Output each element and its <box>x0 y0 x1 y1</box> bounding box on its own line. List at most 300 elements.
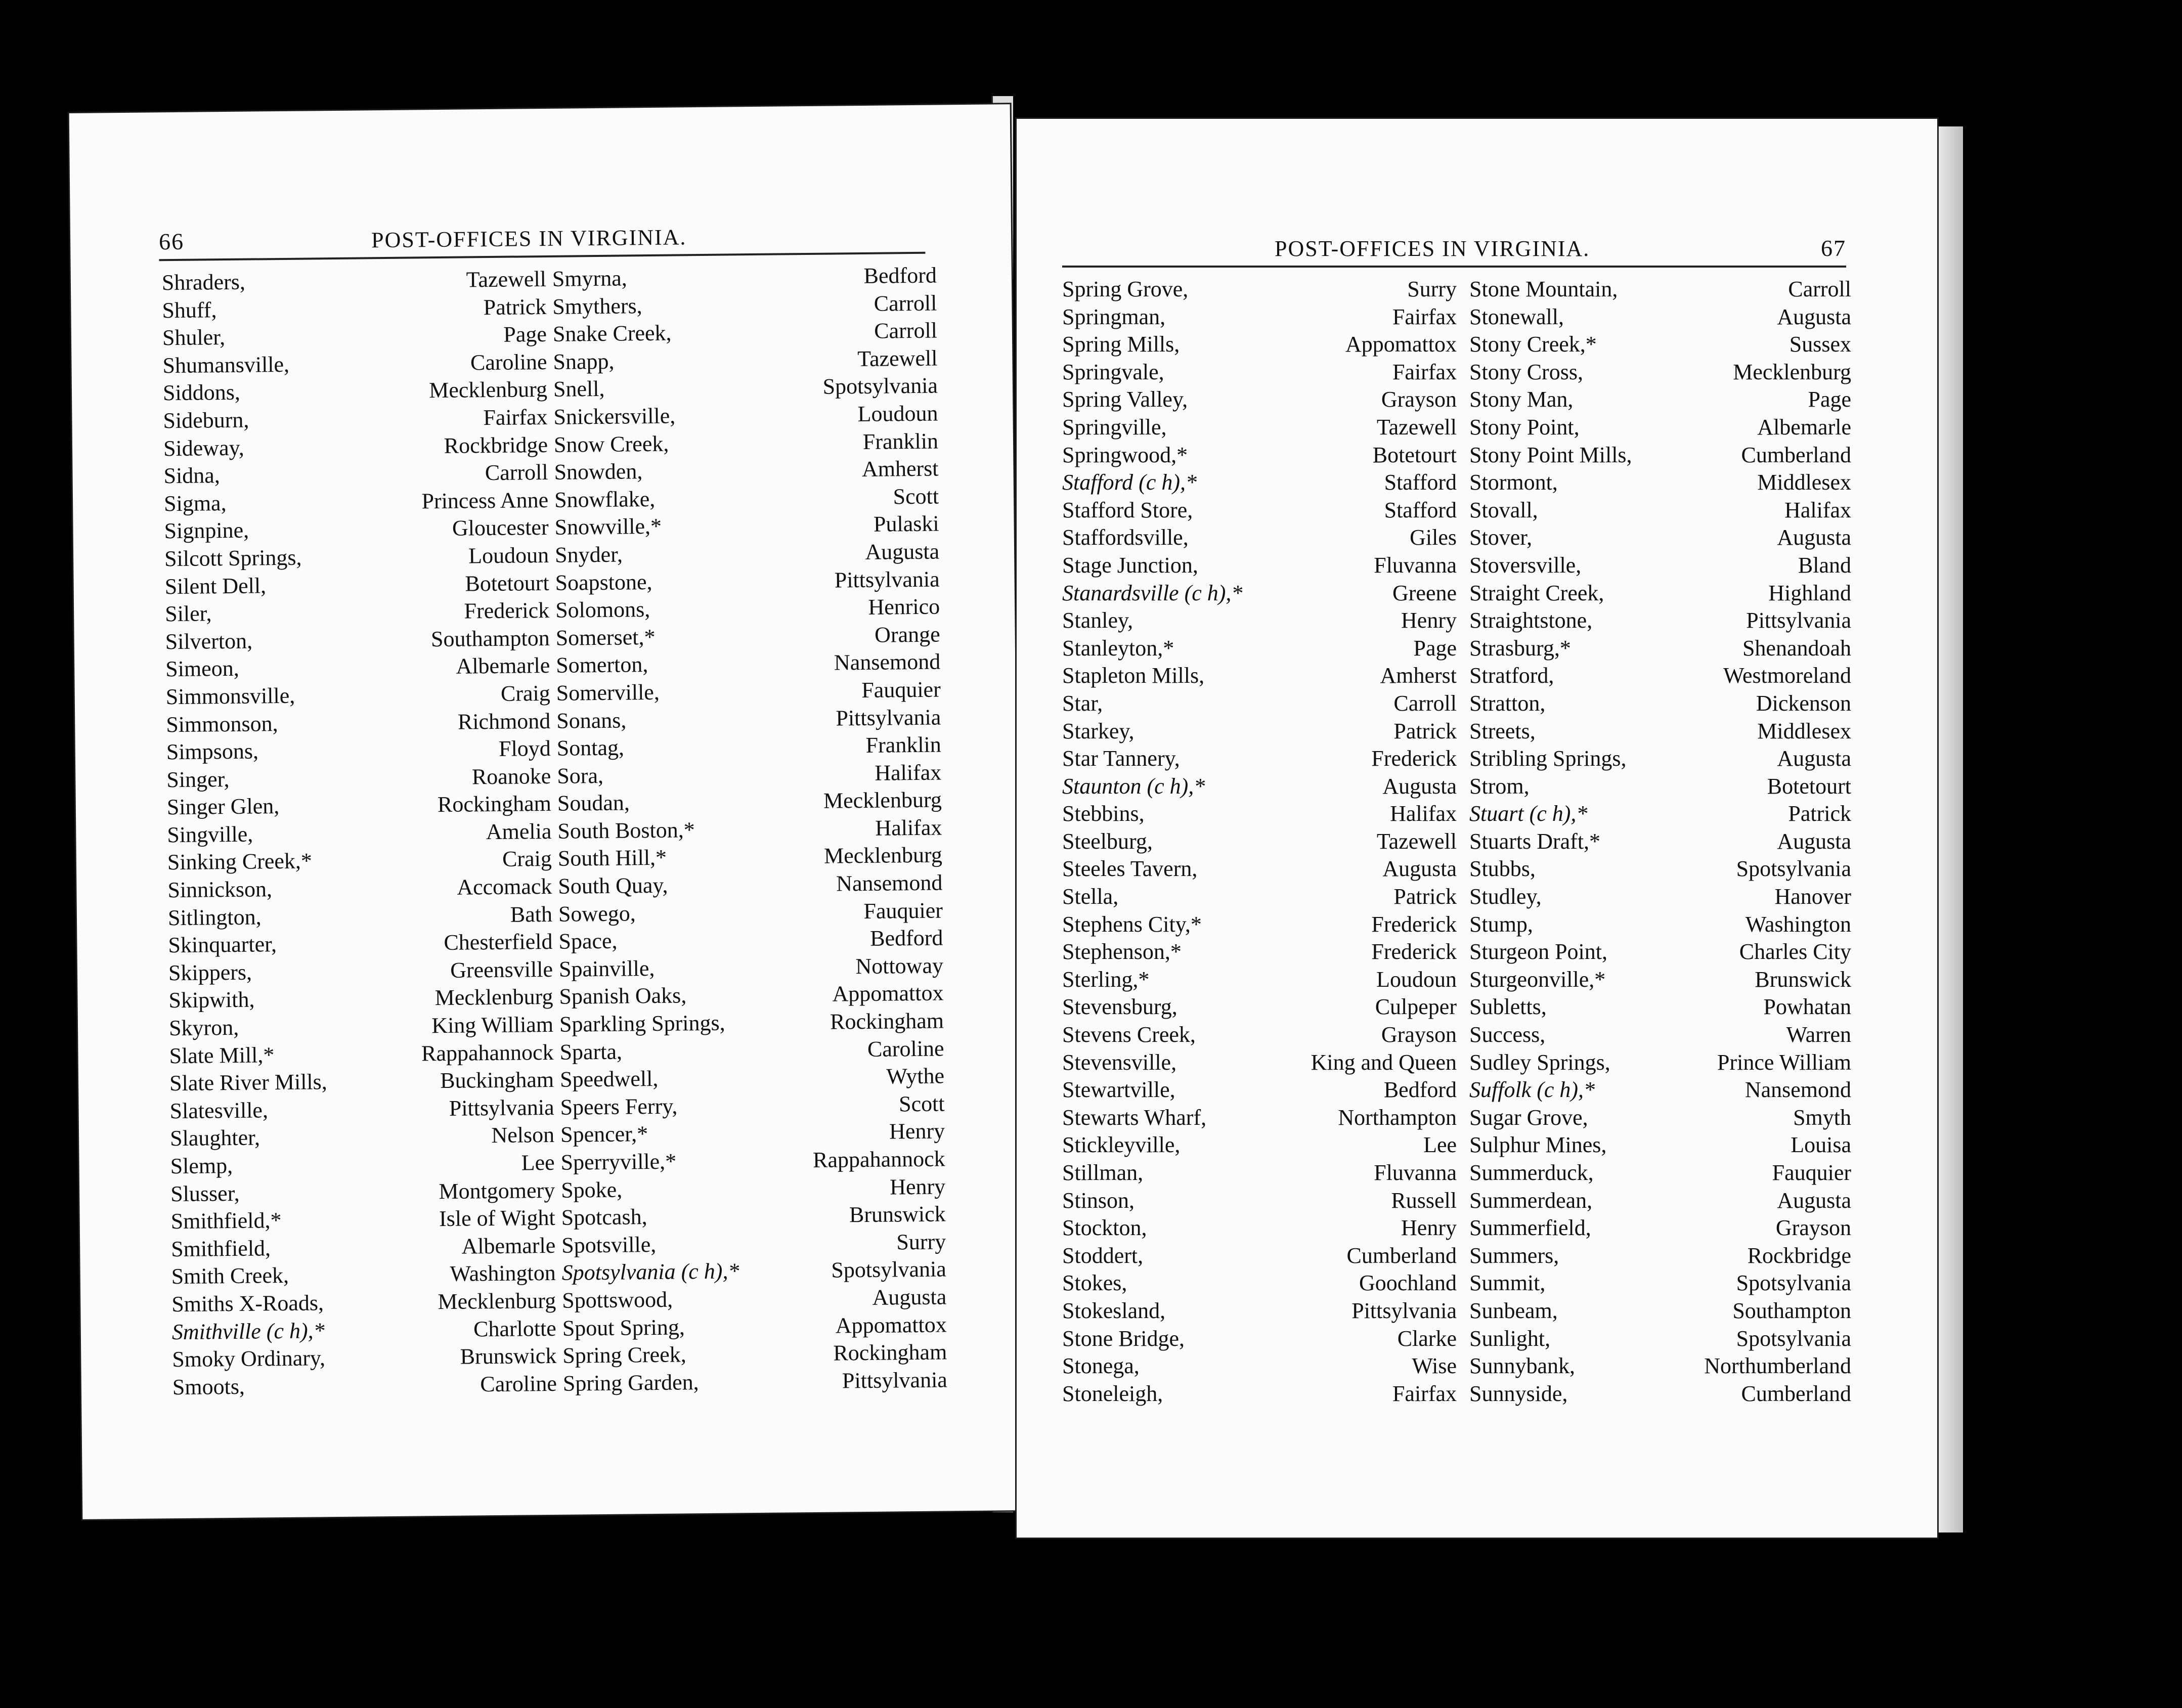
county-name: Spotsylvania <box>1736 1271 1851 1296</box>
listing-column <box>162 266 557 1402</box>
list-item <box>1469 1187 1851 1215</box>
county-name: Carroll <box>485 460 548 486</box>
post-office-name: Staffordsville, <box>1062 525 1189 550</box>
post-office-name: Space, <box>558 928 618 954</box>
list-item <box>162 293 546 325</box>
list-item <box>1469 1352 1851 1380</box>
list-item <box>556 704 941 735</box>
list-item <box>1469 1076 1851 1104</box>
list-item <box>553 344 937 376</box>
list-item <box>1062 524 1457 552</box>
county-name: Fluvanna <box>1374 552 1457 578</box>
county-name: Orange <box>874 622 940 647</box>
list-item <box>1062 276 1457 303</box>
county-name: Caroline <box>480 1371 557 1397</box>
list-item <box>1469 635 1851 663</box>
post-office-name: Sturgeonville,* <box>1469 967 1606 992</box>
list-item <box>162 266 546 297</box>
list-item <box>559 980 943 1011</box>
county-name: Bedford <box>870 925 943 951</box>
post-office-name: Skippers, <box>168 959 252 986</box>
post-office-name: Sora, <box>557 763 604 789</box>
list-item <box>1469 469 1851 497</box>
county-name: Bath <box>510 901 553 927</box>
list-item <box>1062 690 1457 718</box>
page-title: POST-OFFICES IN VIRGINIA. <box>1275 236 1590 261</box>
post-office-name: Stormont, <box>1469 470 1558 495</box>
page-number: 67 <box>1821 235 1846 261</box>
list-item <box>164 514 548 545</box>
list-item <box>554 483 939 514</box>
post-office-name: Sulphur Mines, <box>1469 1132 1607 1158</box>
county-name: Nansemond <box>834 649 941 675</box>
county-name: Washington <box>450 1260 556 1287</box>
county-name: Grayson <box>1775 1215 1851 1241</box>
county-name: Tazewell <box>1376 828 1457 854</box>
county-name: Carroll <box>874 290 937 316</box>
post-office-name: Strasburg,* <box>1469 635 1571 661</box>
post-office-name: Spring Grove, <box>1062 277 1189 301</box>
county-name: Scott <box>898 1091 945 1117</box>
county-name: Rappahannock <box>421 1039 554 1066</box>
post-office-name: Sunbeam, <box>1469 1298 1558 1323</box>
county-name: Page <box>1808 387 1851 412</box>
post-office-name: Stapleton Mills, <box>1062 663 1205 688</box>
post-office-name: Simmonsville, <box>165 683 295 710</box>
county-name: King and Queen <box>1311 1049 1457 1075</box>
post-office-name: Springvale, <box>1062 359 1164 384</box>
post-office-name: Sunlight, <box>1469 1326 1551 1351</box>
list-item <box>169 1039 553 1070</box>
county-name: Fairfax <box>1392 1381 1457 1406</box>
county-name: Roanoke <box>471 763 551 790</box>
list-item <box>166 763 551 794</box>
list-item <box>1062 552 1457 580</box>
list-item <box>555 621 940 652</box>
county-name: Caroline <box>867 1036 944 1062</box>
list-item <box>1469 662 1851 690</box>
list-item <box>1062 442 1457 469</box>
post-office-name: Springville, <box>1062 414 1167 440</box>
post-office-name: Speedwell, <box>559 1066 659 1092</box>
post-office-name: Smoky Ordinary, <box>172 1345 326 1372</box>
county-name: Page <box>1413 635 1457 661</box>
list-item <box>170 1121 554 1153</box>
list-item <box>560 1145 945 1176</box>
county-name: Augusta <box>1777 1188 1851 1213</box>
post-office-name: Sitlington, <box>167 904 261 930</box>
county-name: Rockingham <box>830 1008 944 1034</box>
list-item <box>167 790 551 821</box>
post-office-name: Stafford Store, <box>1062 497 1193 522</box>
list-item <box>1062 1131 1457 1159</box>
county-name: Russell <box>1391 1188 1457 1213</box>
post-office-name: Streets, <box>1469 718 1536 743</box>
list-item <box>558 869 942 901</box>
county-name: Henry <box>1401 1215 1457 1241</box>
list-item <box>1062 1187 1457 1215</box>
county-name: Surry <box>1407 277 1457 301</box>
county-name: Halifax <box>1390 801 1457 826</box>
list-item <box>558 897 943 928</box>
post-office-name: Sparkling Springs, <box>559 1010 725 1037</box>
post-office-name: Slatesville, <box>169 1098 269 1123</box>
list-item <box>557 786 942 818</box>
county-name: Greene <box>1392 580 1457 605</box>
list-item <box>1062 1242 1457 1270</box>
list-item <box>164 569 549 600</box>
county-name: Rockingham <box>833 1339 947 1366</box>
county-name: Bland <box>1798 552 1851 578</box>
post-office-name: Slaughter, <box>169 1125 260 1151</box>
county-name: Charlotte <box>473 1316 557 1341</box>
post-office-name: Spring Valley, <box>1062 387 1188 412</box>
list-item <box>1062 1325 1457 1353</box>
post-office-name: Silcott Springs, <box>164 545 302 572</box>
post-office-name: Steeles Tavern, <box>1062 856 1198 882</box>
post-office-name: Straightstone, <box>1469 608 1593 633</box>
post-office-name: Smithville (c h),* <box>171 1318 325 1344</box>
post-office-name: Spanish Oaks, <box>559 983 687 1010</box>
post-office-name: Stuart (c h),* <box>1469 801 1588 826</box>
county-name: Botetourt <box>1372 442 1457 467</box>
county-name: Augusta <box>1777 304 1851 329</box>
county-name: Mecklenburg <box>428 377 548 403</box>
post-office-name: Skipwith, <box>168 987 255 1013</box>
post-office-name: Stuarts Draft,* <box>1469 828 1601 854</box>
post-office-name: Stribling Springs, <box>1469 746 1627 771</box>
county-name: Patrick <box>1788 801 1851 826</box>
post-office-name: Silent Dell, <box>164 573 267 599</box>
list-item <box>167 873 552 904</box>
post-office-name: Stickleyville, <box>1062 1132 1181 1158</box>
post-office-name: Stokes, <box>1062 1271 1127 1296</box>
list-item <box>1469 359 1851 386</box>
post-office-name: Summerdean, <box>1469 1188 1593 1213</box>
list-item <box>162 321 547 352</box>
list-item <box>552 289 937 321</box>
list-item <box>1469 1325 1851 1353</box>
post-office-name: Springman, <box>1062 304 1166 329</box>
county-name: Stafford <box>1384 497 1457 522</box>
list-item <box>172 1315 556 1346</box>
county-name: Loudoun <box>468 542 549 568</box>
post-office-name: Solomons, <box>555 597 650 623</box>
post-office-name: Stony Cross, <box>1469 359 1583 384</box>
county-name: Isle of Wight <box>439 1205 555 1232</box>
post-office-name: Stephenson,* <box>1062 939 1182 965</box>
list-item <box>163 376 547 407</box>
county-name: Culpeper <box>1375 994 1457 1020</box>
post-office-name: Sudley Springs, <box>1469 1049 1610 1075</box>
list-item <box>1469 386 1851 414</box>
county-name: Frederick <box>1371 939 1457 965</box>
post-office-name: Stewartville, <box>1062 1077 1175 1103</box>
county-name: Amelia <box>486 818 552 845</box>
listing-column <box>1469 276 1851 1408</box>
list-item <box>561 1173 945 1204</box>
county-name: Franklin <box>862 428 939 454</box>
county-name: Henry <box>889 1118 945 1144</box>
list-item <box>166 680 550 711</box>
post-office-name: Sunnybank, <box>1469 1353 1575 1379</box>
county-name: Spotsylvania <box>1736 1326 1851 1351</box>
county-name: Shenandoah <box>1742 635 1851 661</box>
post-office-name: Stonewall, <box>1469 304 1564 329</box>
county-name: Accomack <box>457 873 552 900</box>
post-office-name: Simpsons, <box>166 738 259 765</box>
post-office-name: Singville, <box>167 821 253 848</box>
county-name: Fluvanna <box>1374 1160 1457 1185</box>
county-name: Augusta <box>1382 856 1457 882</box>
post-office-name: Stephens City,* <box>1062 911 1202 937</box>
post-office-name: Stockton, <box>1062 1215 1147 1241</box>
county-name: Mecklenburg <box>1733 359 1851 384</box>
post-office-name: Sturgeon Point, <box>1469 939 1608 965</box>
county-name: Lee <box>1423 1132 1457 1158</box>
county-name: Albemarle <box>461 1233 556 1259</box>
county-name: Pittsylvania <box>842 1367 948 1393</box>
post-office-name: Siddons, <box>162 380 241 406</box>
county-name: Appomattox <box>835 1312 947 1338</box>
list-item <box>1062 607 1457 635</box>
post-office-name: Smiths X-Roads, <box>171 1290 324 1317</box>
county-name: Northumberland <box>1704 1353 1851 1379</box>
post-office-name: Sigma, <box>163 490 227 516</box>
post-office-name: Slate Mill,* <box>169 1042 275 1068</box>
county-name: Floyd <box>498 736 551 761</box>
county-name: Patrick <box>483 294 547 320</box>
list-item <box>1062 828 1457 856</box>
list-item <box>171 1232 555 1263</box>
post-office-name: Simeon, <box>165 656 239 682</box>
list-item <box>1469 993 1851 1021</box>
county-name: Albemarle <box>1757 414 1851 440</box>
list-item <box>1062 855 1457 883</box>
post-office-name: Stella, <box>1062 884 1119 909</box>
list-item <box>560 1090 944 1121</box>
post-office-name: Stebbins, <box>1062 801 1145 826</box>
post-office-name: Simmonson, <box>166 711 278 737</box>
post-office-name: Somerville, <box>556 679 660 706</box>
post-office-name: Skyron, <box>168 1015 239 1041</box>
left-page-header <box>159 216 926 261</box>
county-name: Charles City <box>1739 939 1851 965</box>
county-name: Nansemond <box>1744 1077 1851 1103</box>
list-item <box>1469 745 1851 773</box>
post-office-name: Summit, <box>1469 1271 1546 1296</box>
page-title: POST-OFFICES IN VIRGINIA. <box>371 225 687 253</box>
list-item <box>167 845 552 877</box>
post-office-name: Soapstone, <box>555 569 652 595</box>
list-item <box>1469 331 1851 359</box>
list-item <box>162 348 547 380</box>
county-name: Southampton <box>1732 1298 1851 1323</box>
post-office-name: Sonans, <box>556 707 627 733</box>
post-office-name: Shuff, <box>162 297 217 323</box>
county-name: Appomattox <box>1345 332 1457 357</box>
post-office-name: Snake Creek, <box>552 320 672 347</box>
list-item <box>1469 855 1851 883</box>
post-office-name: Stevens Creek, <box>1062 1022 1196 1047</box>
list-item <box>555 565 939 597</box>
list-item <box>169 1094 554 1125</box>
list-item <box>555 593 940 625</box>
list-item <box>1062 1380 1457 1408</box>
post-office-name: Shumansville, <box>162 352 290 378</box>
list-item <box>557 759 941 790</box>
post-office-name: Sugar Grove, <box>1469 1105 1588 1130</box>
county-name: Nansemond <box>836 870 943 896</box>
list-item <box>172 1370 557 1402</box>
list-item <box>561 1201 945 1232</box>
post-office-name: Star Tannery, <box>1062 746 1180 771</box>
post-office-name: Stanardsville (c h),* <box>1062 580 1243 605</box>
county-name: Albemarle <box>456 653 550 679</box>
list-item <box>1062 938 1457 966</box>
list-item <box>1062 1352 1457 1380</box>
list-item <box>171 1259 556 1291</box>
county-name: Amherst <box>861 456 939 482</box>
county-name: Tazewell <box>857 345 938 371</box>
post-office-name: Spring Creek, <box>562 1342 686 1368</box>
county-name: Cumberland <box>1346 1243 1457 1268</box>
list-item <box>1469 1104 1851 1132</box>
county-name: Warren <box>1786 1022 1851 1047</box>
post-office-name: Stafford (c h),* <box>1062 470 1197 495</box>
list-item <box>169 1066 554 1098</box>
list-item <box>168 901 552 932</box>
county-name: Page <box>503 322 547 347</box>
list-item <box>553 372 938 404</box>
county-name: Halifax <box>1784 497 1851 522</box>
list-item <box>163 459 548 490</box>
list-item <box>1062 1021 1457 1049</box>
listing-column <box>1062 276 1457 1408</box>
post-office-name: Stillman, <box>1062 1160 1144 1185</box>
county-name: Frederick <box>1371 911 1457 937</box>
list-item <box>170 1176 555 1208</box>
post-office-name: Smyrna, <box>552 266 628 291</box>
list-item <box>164 542 549 573</box>
right-page-edge <box>1937 126 1963 1532</box>
list-item <box>1062 966 1457 994</box>
list-item <box>1469 1269 1851 1297</box>
list-item <box>169 1011 553 1042</box>
post-office-name: Sperryville,* <box>560 1149 677 1175</box>
list-item <box>560 1063 944 1094</box>
post-office-name: Sowego, <box>558 900 636 927</box>
post-office-name: Stanley, <box>1062 608 1133 633</box>
post-office-name: Stoneleigh, <box>1062 1381 1163 1406</box>
post-office-name: Shuler, <box>162 325 226 351</box>
county-name: Giles <box>1410 525 1457 550</box>
post-office-name: Slate River Mills, <box>169 1069 327 1096</box>
post-office-name: Stokesland, <box>1062 1298 1166 1323</box>
post-office-name: South Hill,* <box>557 845 667 871</box>
post-office-name: Sideway, <box>163 435 244 461</box>
county-name: Mecklenburg <box>823 842 943 869</box>
list-item <box>560 1118 945 1149</box>
list-item <box>559 1035 944 1066</box>
list-item <box>1062 745 1457 773</box>
post-office-name: Stump, <box>1469 911 1533 937</box>
county-name: Augusta <box>1777 746 1851 771</box>
county-name: Tazewell <box>466 266 547 292</box>
county-name: Halifax <box>875 815 942 841</box>
post-office-name: Stratton, <box>1469 690 1546 716</box>
list-item <box>1469 828 1851 856</box>
list-item <box>166 735 551 766</box>
post-office-name: Smythers, <box>552 293 642 319</box>
list-item <box>1469 911 1851 939</box>
county-name: Scott <box>893 484 939 509</box>
county-name: Buckingham <box>440 1067 554 1093</box>
county-name: Henry <box>889 1174 946 1200</box>
list-item <box>1062 718 1457 746</box>
post-office-name: Stone Bridge, <box>1062 1326 1185 1351</box>
list-item <box>1062 1159 1457 1187</box>
list-item <box>1469 1242 1851 1270</box>
county-name: Bedford <box>863 262 937 288</box>
county-name: Augusta <box>872 1284 947 1310</box>
county-name: Dickenson <box>1756 690 1851 716</box>
county-name: Spotsylvania <box>1736 856 1851 882</box>
post-office-name: Spoke, <box>560 1177 623 1203</box>
list-item <box>1469 966 1851 994</box>
county-name: Rockingham <box>437 791 552 817</box>
post-office-name: Smithfield, <box>171 1236 271 1261</box>
list-item <box>1062 993 1457 1021</box>
county-name: Clarke <box>1397 1326 1457 1351</box>
county-name: Cumberland <box>1741 1381 1851 1406</box>
post-office-name: Stoddert, <box>1062 1243 1144 1268</box>
county-name: Nelson <box>491 1122 555 1148</box>
county-name: Appomattox <box>832 980 944 1007</box>
county-name: Augusta <box>1777 828 1851 854</box>
county-name: Rockbridge <box>444 432 548 458</box>
list-item <box>168 956 553 987</box>
county-name: Cumberland <box>1741 442 1851 467</box>
list-item <box>552 262 937 293</box>
list-item <box>1062 386 1457 414</box>
list-item <box>1062 414 1457 442</box>
county-name: Chesterfield <box>444 929 553 955</box>
list-item <box>171 1287 556 1319</box>
post-office-name: South Boston,* <box>557 817 695 844</box>
right-page-header <box>1062 230 1846 268</box>
county-name: Frederick <box>464 598 550 624</box>
county-name: Wise <box>1412 1353 1457 1379</box>
list-item <box>1469 773 1851 801</box>
post-office-name: Star, <box>1062 690 1103 716</box>
county-name: Wythe <box>886 1063 945 1089</box>
post-office-name: Studley, <box>1469 884 1542 909</box>
post-office-name: Siler, <box>164 601 212 627</box>
list-item <box>553 317 937 348</box>
list-item <box>1469 607 1851 635</box>
list-item <box>1062 469 1457 497</box>
county-name: Fairfax <box>1392 304 1457 329</box>
list-item <box>1469 1297 1851 1325</box>
county-name: Mecklenburg <box>823 787 942 814</box>
post-office-name: Shraders, <box>161 269 246 295</box>
post-office-name: Straight Creek, <box>1469 580 1604 605</box>
list-item <box>554 510 939 542</box>
county-name: Carroll <box>1788 277 1851 301</box>
post-office-name: Spottswood, <box>562 1287 673 1313</box>
county-name: Powhatan <box>1763 994 1851 1020</box>
